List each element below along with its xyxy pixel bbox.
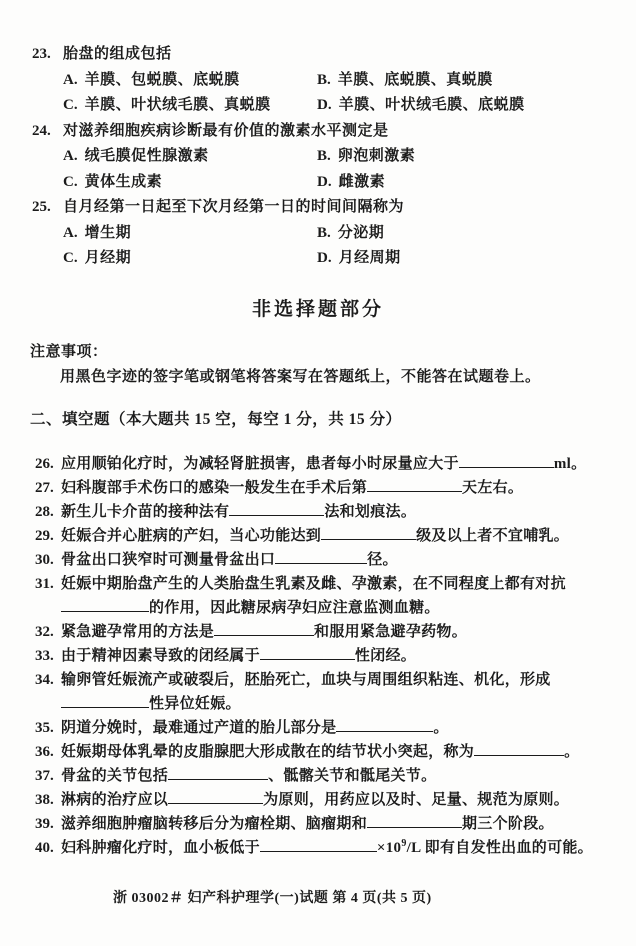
option-text: 黄体生成素 — [84, 173, 163, 190]
text-segment: 滋养细胞肿瘤脑转移后分为瘤栓期、脑瘤期和 — [61, 816, 368, 832]
option-text: 增生期 — [84, 224, 132, 241]
answer-option — [317, 170, 618, 196]
answer-option — [317, 93, 618, 119]
text-segment: 法和划痕法。 — [324, 504, 417, 520]
option-letter: C. — [63, 173, 78, 190]
option-letter: D. — [317, 250, 332, 266]
text-segment: 、骶髂关节和骶尾关节。 — [268, 768, 437, 784]
answer-blank — [474, 742, 564, 756]
option-letter: C. — [63, 97, 78, 113]
text-segment: /L 即有自发性出血的可能。 — [406, 840, 593, 856]
question-number: 36. — [35, 744, 54, 760]
answer-blank — [367, 478, 462, 492]
answer-blank — [459, 454, 554, 468]
question-text — [61, 716, 627, 740]
notes-heading: 注意事项： — [30, 344, 108, 360]
answer-option — [63, 170, 317, 196]
text-segment: 紧急避孕常用的方法是 — [61, 624, 215, 640]
question-text — [61, 764, 627, 788]
question-stem: 胎盘的组成包括 — [63, 46, 172, 62]
question-number: 34. — [35, 672, 54, 688]
fill-blank-question — [35, 524, 627, 548]
option-letter: B. — [317, 148, 331, 164]
fill-blank-question — [35, 620, 627, 644]
notes-body: 用黑色字迹的签字笔或钢笔将答案写在答题纸上，不能答在试题卷上。 — [60, 369, 541, 385]
answer-option — [317, 246, 618, 272]
question-number: 24. — [32, 122, 51, 139]
question-text — [61, 548, 627, 572]
answer-blank — [61, 598, 149, 612]
option-text: 雌激素 — [338, 173, 386, 190]
question-text — [61, 476, 627, 500]
fill-blank-question — [35, 476, 627, 500]
text-segment: 妇科腹部手术伤口的感染一般发生在手术后第 — [61, 480, 368, 496]
question-stem: 自月经第一日起至下次月经第一日的时间间隔称为 — [63, 199, 405, 215]
multiple-choice-question — [32, 195, 618, 272]
answer-blank — [367, 814, 462, 828]
option-letter: B. — [317, 71, 331, 88]
answer-blank — [61, 694, 149, 708]
text-segment: 级及以上者不宜哺乳。 — [416, 528, 570, 544]
text-segment: 应用顺铂化疗时，为减轻肾脏损害，患者每小时尿量应大于 — [61, 456, 459, 472]
page-footer: 浙 03002＃ 妇产科护理学(一)试题 第 4 页(共 5 页) — [113, 891, 432, 906]
option-text: 卵泡刺激素 — [337, 148, 416, 164]
question-text — [61, 788, 627, 812]
text-segment: 。 — [564, 744, 580, 760]
question-text — [61, 620, 627, 644]
text-segment: 由于精神因素导致的闭经属于 — [61, 648, 260, 664]
multiple-choice-question — [32, 119, 618, 196]
text-segment: 和服用紧急避孕药物。 — [314, 624, 468, 640]
fill-in-section-heading: 二、填空题（本大题共 15 空，每空 1 分，共 15 分） — [30, 411, 402, 428]
multiple-choice-question — [32, 42, 618, 119]
text-segment: 为原则，用药应以及时、足量、规范为原则。 — [263, 792, 570, 808]
option-text: 绒毛膜促性腺激素 — [84, 148, 209, 164]
option-text: 羊膜、包蜕膜、底蜕膜 — [84, 71, 240, 88]
text-segment: 骨盆出口狭窄时可测量骨盆出口 — [61, 552, 276, 568]
question-text — [61, 668, 627, 716]
question-stem: 对滋养细胞疾病诊断最有价值的激素水平测定是 — [63, 122, 389, 139]
question-stem-row — [32, 195, 618, 221]
answer-blank — [168, 766, 268, 780]
text-segment: 淋病的治疗应以 — [61, 792, 169, 808]
question-text — [61, 836, 627, 860]
question-text — [61, 524, 627, 548]
option-letter: B. — [317, 224, 331, 241]
question-text — [61, 740, 627, 764]
fill-blank-question — [35, 716, 627, 740]
answer-option — [63, 221, 317, 247]
answer-blank — [168, 790, 263, 804]
section-title: 非选择题部分 — [251, 299, 384, 320]
text-segment: 的作用，因此糖尿病孕妇应注意监测血糖。 — [149, 600, 440, 616]
question-text — [61, 500, 627, 524]
answer-option — [317, 144, 618, 170]
text-segment: 天左右。 — [462, 480, 524, 496]
option-letter: A. — [63, 224, 78, 241]
answer-option — [317, 68, 618, 94]
question-number: 37. — [35, 768, 54, 784]
question-stem-row — [32, 119, 618, 145]
question-text — [61, 644, 627, 668]
option-text: 羊膜、叶状绒毛膜、底蜕膜 — [338, 97, 525, 113]
fill-blank-question — [35, 812, 627, 836]
fill-blank-question — [35, 572, 627, 620]
question-number: 23. — [32, 46, 51, 62]
option-text: 月经期 — [84, 250, 132, 266]
option-text: 月经周期 — [338, 250, 401, 266]
answer-blank — [260, 646, 355, 660]
answer-option — [63, 144, 317, 170]
question-number: 30. — [35, 552, 54, 568]
text-segment: 妊娠期母体乳晕的皮脂腺肥大形成散在的结节状小突起，称为 — [61, 744, 475, 760]
option-text: 分泌期 — [337, 224, 385, 241]
question-stem-row — [32, 42, 618, 68]
option-text: 羊膜、叶状绒毛膜、真蜕膜 — [84, 97, 271, 113]
option-letter: A. — [63, 148, 78, 164]
answer-blank — [260, 838, 377, 852]
text-segment: 妊娠中期胎盘产生的人类胎盘生乳素及雌、孕激素，在不同程度上都有对抗 — [61, 576, 566, 592]
fill-blank-question — [35, 644, 627, 668]
question-number: 35. — [35, 720, 54, 736]
answer-option — [63, 93, 317, 119]
answer-blank — [336, 718, 433, 732]
question-number: 26. — [35, 456, 54, 472]
answer-option — [317, 221, 618, 247]
fill-in-section — [35, 452, 627, 860]
text-segment: 妇科肿瘤化疗时，血小板低于 — [61, 840, 260, 856]
text-segment: 性闭经。 — [354, 648, 417, 664]
question-number: 39. — [35, 816, 54, 832]
fill-blank-question — [35, 500, 627, 524]
question-number: 25. — [32, 199, 51, 215]
answer-blank — [321, 526, 416, 540]
text-segment: ×10 — [376, 840, 402, 856]
option-letter: C. — [63, 250, 78, 266]
answer-option — [63, 246, 317, 272]
option-text: 羊膜、底蜕膜、真蜕膜 — [337, 71, 493, 88]
question-text — [61, 452, 627, 476]
answer-blank — [214, 622, 314, 636]
answer-blank — [275, 550, 367, 564]
question-number: 28. — [35, 504, 54, 520]
question-number: 40. — [35, 840, 54, 856]
fill-blank-question — [35, 548, 627, 572]
text-segment: 径。 — [367, 552, 398, 568]
question-number: 29. — [35, 528, 54, 544]
question-number: 27. — [35, 480, 54, 496]
question-number: 32. — [35, 624, 54, 640]
options-grid — [63, 144, 618, 195]
superscript: 9 — [401, 838, 407, 849]
fill-blank-question — [35, 452, 627, 476]
answer-blank — [229, 502, 324, 516]
text-segment: 期三个阶段。 — [462, 816, 554, 832]
question-number: 33. — [35, 648, 54, 664]
fill-blank-question — [35, 764, 627, 788]
text-segment: 新生儿卡介苗的接种法有 — [61, 504, 230, 520]
options-grid — [63, 221, 618, 272]
fill-blank-question — [35, 740, 627, 764]
question-text — [61, 812, 627, 836]
text-segment: 性异位妊娠。 — [149, 696, 241, 712]
text-segment: 阴道分娩时，最难通过产道的胎儿部分是 — [61, 720, 337, 736]
answer-option — [63, 68, 317, 94]
text-segment: 。 — [433, 720, 449, 736]
option-letter: D. — [317, 97, 332, 113]
fill-blank-question — [35, 836, 627, 860]
question-number: 38. — [35, 792, 54, 808]
text-segment: ml。 — [553, 456, 587, 472]
text-segment: 骨盆的关节包括 — [61, 768, 169, 784]
text-segment: 妊娠合并心脏病的产妇，当心功能达到 — [61, 528, 322, 544]
notes-block — [30, 340, 606, 390]
fill-blank-question — [35, 788, 627, 812]
options-grid — [63, 68, 618, 119]
multiple-choice-section — [32, 42, 618, 272]
text-segment: 输卵管妊娠流产或破裂后，胚胎死亡，血块与周围组织粘连、机化，形成 — [61, 672, 551, 688]
fill-blank-question — [35, 668, 627, 716]
question-number: 31. — [35, 576, 54, 592]
question-text — [61, 572, 627, 620]
option-letter: D. — [317, 173, 332, 190]
option-letter: A. — [63, 71, 78, 88]
